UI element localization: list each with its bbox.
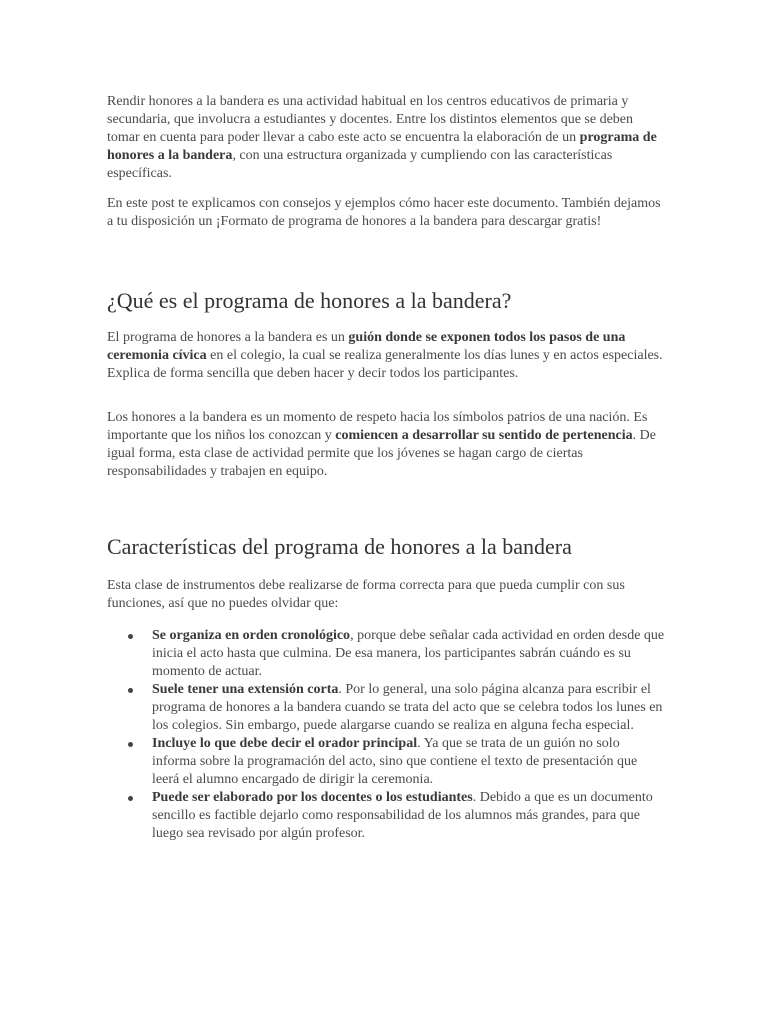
list-item-bold: Suele tener una extensión corta — [152, 682, 339, 697]
bullet-icon — [128, 742, 133, 747]
article-body — [107, 93, 667, 843]
list-item-bold: Incluye lo que debe decir el orador principal — [152, 736, 418, 751]
list-item — [152, 789, 667, 843]
heading-que-es: ¿Qué es el programa de honores a la bandera? — [107, 288, 512, 313]
que-paragraph-1 — [107, 329, 667, 383]
que-text-1: El programa de honores a la bandera es un — [107, 330, 349, 345]
list-item-text: , porque debe señalar cada actividad en orden desde que inicia el acto hasta que culmina. De esa manera, los participantes sabrán cuándo es su momento de actuar. — [152, 628, 665, 679]
features-list — [107, 627, 667, 843]
list-item — [152, 627, 667, 681]
list-item-bold: Puede ser elaborado por los docentes o los estudiantes — [152, 790, 473, 805]
list-item-text: . Por lo general, una solo página alcanza para escribir el programa de honores a la bandera cuando se trata del acto que se celebra todos los lunes en los colegios. Sin embargo, puede alargarse cuando se realiza en alguna fecha especial. — [152, 682, 663, 733]
list-item — [152, 735, 667, 789]
intro-paragraph-1 — [107, 93, 667, 183]
bullet-icon — [128, 688, 133, 693]
que-text-2: en el colegio, la cual se realiza generalmente los días lunes y en actos especiales. Explica de forma sencilla que deben hacer y decir todos los participantes. — [107, 348, 663, 381]
que-paragraph-2 — [107, 409, 667, 481]
list-item-text: . Debido a que es un documento sencillo es factible dejarlo como responsabilidad de los alumnos más grandes, para que luego sea revisado por algún profesor. — [152, 790, 653, 841]
que-bold-1: guión donde se exponen todos los pasos de una ceremonia cívica — [107, 330, 626, 363]
list-item — [152, 681, 667, 735]
intro-text-1: Rendir honores a la bandera es una actividad habitual en los centros educativos de primaria y secundaria, que involucra a estudiantes y docentes. Entre los distintos elementos que se deben tomar en cuenta para poder llevar a cabo este acto se encuentra la elaboración de un — [107, 94, 634, 145]
list-item-text: . Ya que se trata de un guión no solo informa sobre la programación del acto, sino que contiene el texto de presentación que leerá el alumno encargado de dirigir la ceremonia. — [152, 736, 638, 787]
intro-paragraph-2: En este post te explicamos con consejos y ejemplos cómo hacer este documento. También dejamos a tu disposición un ¡Formato de programa de honores a la bandera para descargar gratis! — [107, 196, 661, 229]
que-text-4: . De igual forma, esta clase de actividad permite que los jóvenes se hagan cargo de ciertas responsabilidades y trabajen en equipo. — [107, 428, 656, 479]
intro-bold-1: programa de honores a la bandera — [107, 130, 657, 163]
list-item-bold: Se organiza en orden cronológico — [152, 628, 351, 643]
bullet-icon — [128, 634, 133, 639]
intro-text-2: , con una estructura organizada y cumpliendo con las características específicas. — [107, 148, 613, 181]
bullet-icon — [128, 796, 133, 801]
heading-caracteristicas: Características del programa de honores a la bandera — [107, 534, 572, 559]
que-text-3: Los honores a la bandera es un momento de respeto hacia los símbolos patrios de una nación. Es importante que los niños los conozcan y — [107, 410, 648, 443]
caracteristicas-paragraph: Esta clase de instrumentos debe realizarse de forma correcta para que pueda cumplir con sus funciones, así que no puedes olvidar que: — [107, 578, 625, 611]
que-bold-2: comiencen a desarrollar su sentido de pertenencia — [335, 428, 633, 443]
